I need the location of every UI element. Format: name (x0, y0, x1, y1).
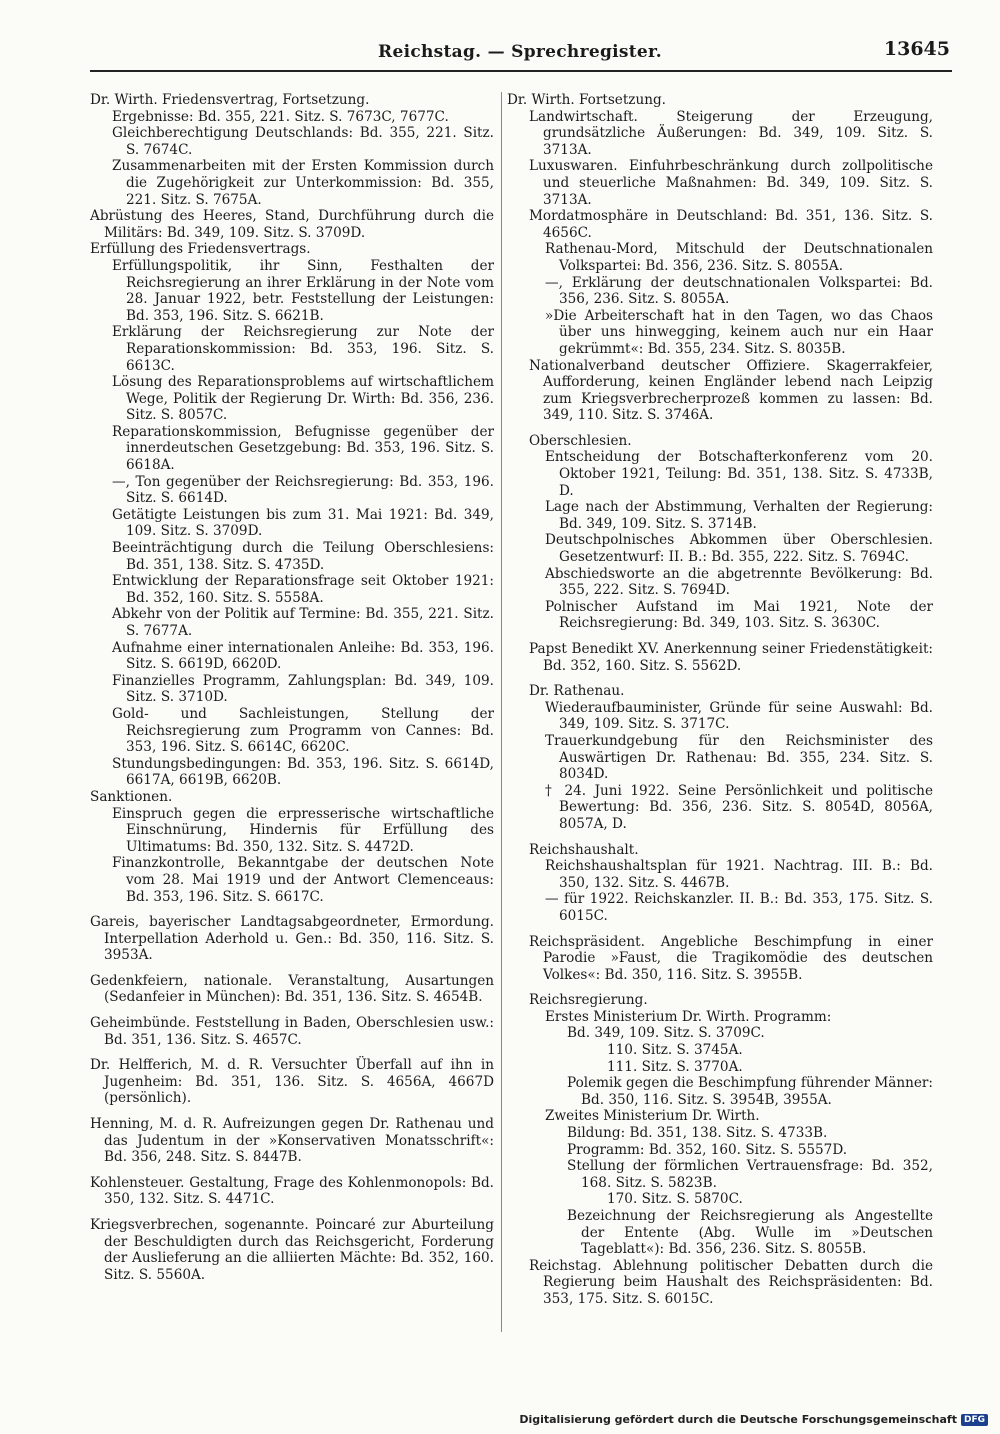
index-entry: Entwicklung der Reparationsfrage seit Oktober 1921: Bd. 352, 160. Sitz. S. 5558A. (112, 573, 494, 606)
index-entry: Nationalverband deutscher Offiziere. Skagerrakfeier, Aufforderung, keinen Engländer lebend nach Leipzig zum Kriegsverbrecherprozeß kommen zu lassen: Bd. 349, 110. Sitz. S. 3746A. (529, 357, 933, 424)
footer (519, 1413, 988, 1426)
index-entry: Landwirtschaft. Steigerung der Erzeugung, grundsätzliche Äußerungen: Bd. 349, 109. Sitz. S. 3713A. (529, 108, 933, 158)
index-entry: Deutschpolnisches Abkommen über Oberschlesien. Gesetzentwurf: II. B.: Bd. 355, 222. Sitz. S. 7694C. (545, 532, 933, 566)
column-divider (501, 92, 502, 1332)
index-entry: Abschiedsworte an die abgetrennte Bevölkerung: Bd. 355, 222. Sitz. S. 7694D. (545, 565, 933, 599)
index-entry: Reichshaushalt. (529, 841, 639, 858)
index-entry: Ergebnisse: Bd. 355, 221. Sitz. S. 7673C, 7677C. (112, 108, 449, 125)
index-entry: Beeinträchtigung durch die Teilung Oberschlesiens: Bd. 351, 138. Sitz. S. 4735D. (112, 540, 494, 573)
index-entry: Kohlensteuer. Gestaltung, Frage des Kohlenmonopols: Bd. 350, 132. Sitz. S. 4471C. (90, 1174, 494, 1208)
index-entry: Kriegsverbrechen, sogenannte. Poincaré zur Aburteilung der Beschuldigten durch das Reichsgericht, Forderung der Auslieferung an die alliierten Mächte: Bd. 352, 160. Sitz. S. 5560A. (90, 1217, 494, 1283)
page-number: 13645 (883, 38, 950, 60)
header-rule (90, 70, 952, 72)
index-entry: Lage nach der Abstimmung, Verhalten der Regierung: Bd. 349, 109. Sitz. S. 3714B. (545, 499, 933, 532)
index-entry: Reichstag. Ablehnung politischer Debatten durch die Regierung beim Haushalt des Reichspräsidenten: Bd. 353, 175. Sitz. S. 6015C. (529, 1257, 933, 1307)
index-entry: Geheimbünde. Feststellung in Baden, Oberschlesien usw.: Bd. 351, 136. Sitz. S. 4657C. (90, 1015, 494, 1048)
index-entry: Lösung des Reparationsproblems auf wirtschaftlichem Wege, Politik der Regierung Dr. Wirth: Bd. 356, 236. Sitz. S. 8057C. (112, 374, 494, 424)
index-entry: Einspruch gegen die erpresserische wirtschaftliche Einschnürung, Hindernis für Erfüllung des Ultimatums: Bd. 350, 132. Sitz. S. 4472D. (112, 805, 494, 855)
index-entry: † 24. Juni 1922. Seine Persönlichkeit und politische Bewertung: Bd. 356, 236. Sitz. S. 8054D, 8056A, 8057A, D. (545, 782, 933, 832)
index-entry: Dr. Wirth. Fortsetzung. (507, 92, 666, 108)
running-header (90, 38, 950, 72)
index-entry: Oberschlesien. (529, 432, 632, 449)
index-entry: Polnischer Aufstand im Mai 1921, Note der Reichsregierung: Bd. 349, 103. Sitz. S. 3630C. (545, 598, 933, 632)
index-entry: Finanzkontrolle, Bekanntgabe der deutschen Note vom 28. Mai 1919 und der Antwort Clemenceaus: Bd. 353, 196. Sitz. S. 6617C. (112, 855, 494, 905)
index-entry: Programm: Bd. 352, 160. Sitz. S. 5557D. (567, 1141, 848, 1158)
page-title: Reichstag. — Sprechregister. (378, 42, 662, 62)
index-entry: Dr. Rathenau. (529, 683, 625, 700)
index-entry: Erfüllung des Friedensvertrags. (90, 241, 311, 258)
index-entry: Wiederaufbauminister, Gründe für seine Auswahl: Bd. 349, 109. Sitz. S. 3717C. (545, 699, 933, 733)
right-column (507, 92, 933, 1308)
index-entry: — für 1922. Reichskanzler. II. B.: Bd. 353, 175. Sitz. S. 6015C. (545, 891, 933, 924)
index-entry: Finanzielles Programm, Zahlungsplan: Bd. 349, 109. Sitz. S. 3710D. (112, 672, 494, 706)
index-entry: Gedenkfeiern, nationale. Veranstaltung, Ausartungen (Sedanfeier in München): Bd. 351, 136. Sitz. S. 4654B. (90, 972, 494, 1006)
index-entry: Reichspräsident. Angebliche Beschimpfung in einer Parodie »Faust, die Tragikomödie des deutschen Volkes«: Bd. 350, 116. Sitz. S. 3955B. (529, 933, 933, 983)
index-entry: Reparationskommission, Befugnisse gegenüber der innerdeutschen Gesetzgebung: Bd. 353, 196. Sitz. S. 6618A. (112, 423, 494, 474)
index-entry: 170. Sitz. S. 5870C. (607, 1191, 743, 1208)
index-entry: Dr. Wirth. Friedensvertrag, Fortsetzung. (90, 92, 370, 108)
index-entry: Aufnahme einer internationalen Anleihe: Bd. 353, 196. Sitz. S. 6619D, 6620D. (112, 639, 494, 673)
index-entry: —, Ton gegenüber der Reichsregierung: Bd. 353, 196. Sitz. S. 6614D. (112, 473, 494, 507)
index-entry: Gareis, bayerischer Landtagsabgeordneter, Ermordung. Interpellation Aderhold u. Gen.: Bd. 350, 116. Sitz. S. 3953A. (90, 914, 494, 964)
index-entry: Bildung: Bd. 351, 138. Sitz. S. 4733B. (567, 1125, 828, 1142)
index-entry: Mordatmosphäre in Deutschland: Bd. 351, 136. Sitz. S. 4656C. (529, 208, 933, 241)
index-entry: Polemik gegen die Beschimpfung führender Männer: Bd. 350, 116. Sitz. S. 3954B, 3955A. (567, 1075, 933, 1108)
index-entry: Bezeichnung der Reichsregierung als Angestellte der Entente (Abg. Wulle im »Deutschen Tageblatt«): Bd. 356, 236. Sitz. S. 8055B. (567, 1208, 933, 1258)
index-entry: Papst Benedikt XV. Anerkennung seiner Friedenstätigkeit: Bd. 352, 160. Sitz. S. 5562D. (529, 641, 933, 674)
index-entry: Zweites Ministerium Dr. Wirth. (545, 1108, 760, 1125)
index-entry: »Die Arbeiterschaft hat in den Tagen, wo das Chaos über uns hinwegging, keinem auch nur ein Haar gekrümmt«: Bd. 355, 234. Sitz. S. 8035B. (545, 307, 933, 357)
index-entry: —, Erklärung der deutschnationalen Volkspartei: Bd. 356, 236. Sitz. S. 8055A. (545, 274, 933, 308)
index-entry: Reichshaushaltsplan für 1921. Nachtrag. III. B.: Bd. 350, 132. Sitz. S. 4467B. (545, 858, 933, 891)
index-entry: Erstes Ministerium Dr. Wirth. Programm: (545, 1008, 832, 1025)
index-entry: Reichsregierung. (529, 992, 648, 1009)
index-entry: Luxuswaren. Einfuhrbeschränkung durch zollpolitische und steuerliche Maßnahmen: Bd. 349, 109. Sitz. S. 3713A. (529, 158, 933, 208)
index-entry: Getätigte Leistungen bis zum 31. Mai 1921: Bd. 349, 109. Sitz. S. 3709D. (112, 506, 494, 540)
index-entry: Erfüllungspolitik, ihr Sinn, Festhalten der Reichsregierung an ihrer Erklärung in der Note vom 28. Januar 1922, betr. Feststellung der Leistungen: Bd. 353, 196. Sitz. S. 6621B. (112, 257, 494, 324)
index-entry: Sanktionen. (90, 788, 173, 805)
footer-text: Digitalisierung gefördert durch die Deutsche Forschungsgemeinschaft (519, 1413, 957, 1426)
index-entry: Gleichberechtigung Deutschlands: Bd. 355, 221. Sitz. S. 7674C. (112, 125, 494, 158)
index-entry: Henning, M. d. R. Aufreizungen gegen Dr. Rathenau und das Judentum in der »Konservativen Monatsschrift«: Bd. 356, 248. Sitz. S. 8447B. (90, 1116, 494, 1166)
index-entry: Gold- und Sachleistungen, Stellung der Reichsregierung zum Programm von Cannes: Bd. 353, 196. Sitz. S. 6614C, 6620C. (112, 705, 494, 756)
index-entry: 110. Sitz. S. 3745A. (607, 1042, 743, 1059)
index-entry: Stellung der förmlichen Vertrauensfrage: Bd. 352, 168. Sitz. S. 5823B. (567, 1158, 933, 1191)
index-entry: 111. Sitz. S. 3770A. (607, 1058, 743, 1075)
index-entry: Stundungsbedingungen: Bd. 353, 196. Sitz. S. 6614D, 6617A, 6619B, 6620B. (112, 755, 494, 789)
index-entry: Abrüstung des Heeres, Stand, Durchführung durch die Militärs: Bd. 349, 109. Sitz. S. 3709D. (90, 208, 494, 241)
index-entry: Dr. Helfferich, M. d. R. Versuchter Überfall auf ihn in Jugenheim: Bd. 351, 136. Sitz. S. 4656A, 4667D (persönlich). (90, 1057, 494, 1107)
index-entry: Bd. 349, 109. Sitz. S. 3709C. (567, 1025, 765, 1042)
index-entry: Abkehr von der Politik auf Termine: Bd. 355, 221. Sitz. S. 7677A. (112, 606, 494, 639)
index-entry: Rathenau-Mord, Mitschuld der Deutschnationalen Volkspartei: Bd. 356, 236. Sitz. S. 8055A. (545, 241, 933, 274)
index-entry: Erklärung der Reichsregierung zur Note der Reparationskommission: Bd. 353, 196. Sitz. S. 6613C. (112, 324, 494, 374)
index-entry: Zusammenarbeiten mit der Ersten Kommission durch die Zugehörigkeit zur Unterkommission: Bd. 355, 221. Sitz. S. 7675A. (112, 158, 494, 208)
index-entry: Entscheidung der Botschafterkonferenz vom 20. Oktober 1921, Teilung: Bd. 351, 138. Sitz. S. 4733B, D. (545, 449, 933, 499)
left-column (90, 92, 494, 1283)
index-entry: Trauerkundgebung für den Reichsminister des Auswärtigen Dr. Rathenau: Bd. 355, 234. Sitz. S. 8034D. (545, 732, 933, 783)
dfg-logo: DFG (961, 1414, 988, 1426)
